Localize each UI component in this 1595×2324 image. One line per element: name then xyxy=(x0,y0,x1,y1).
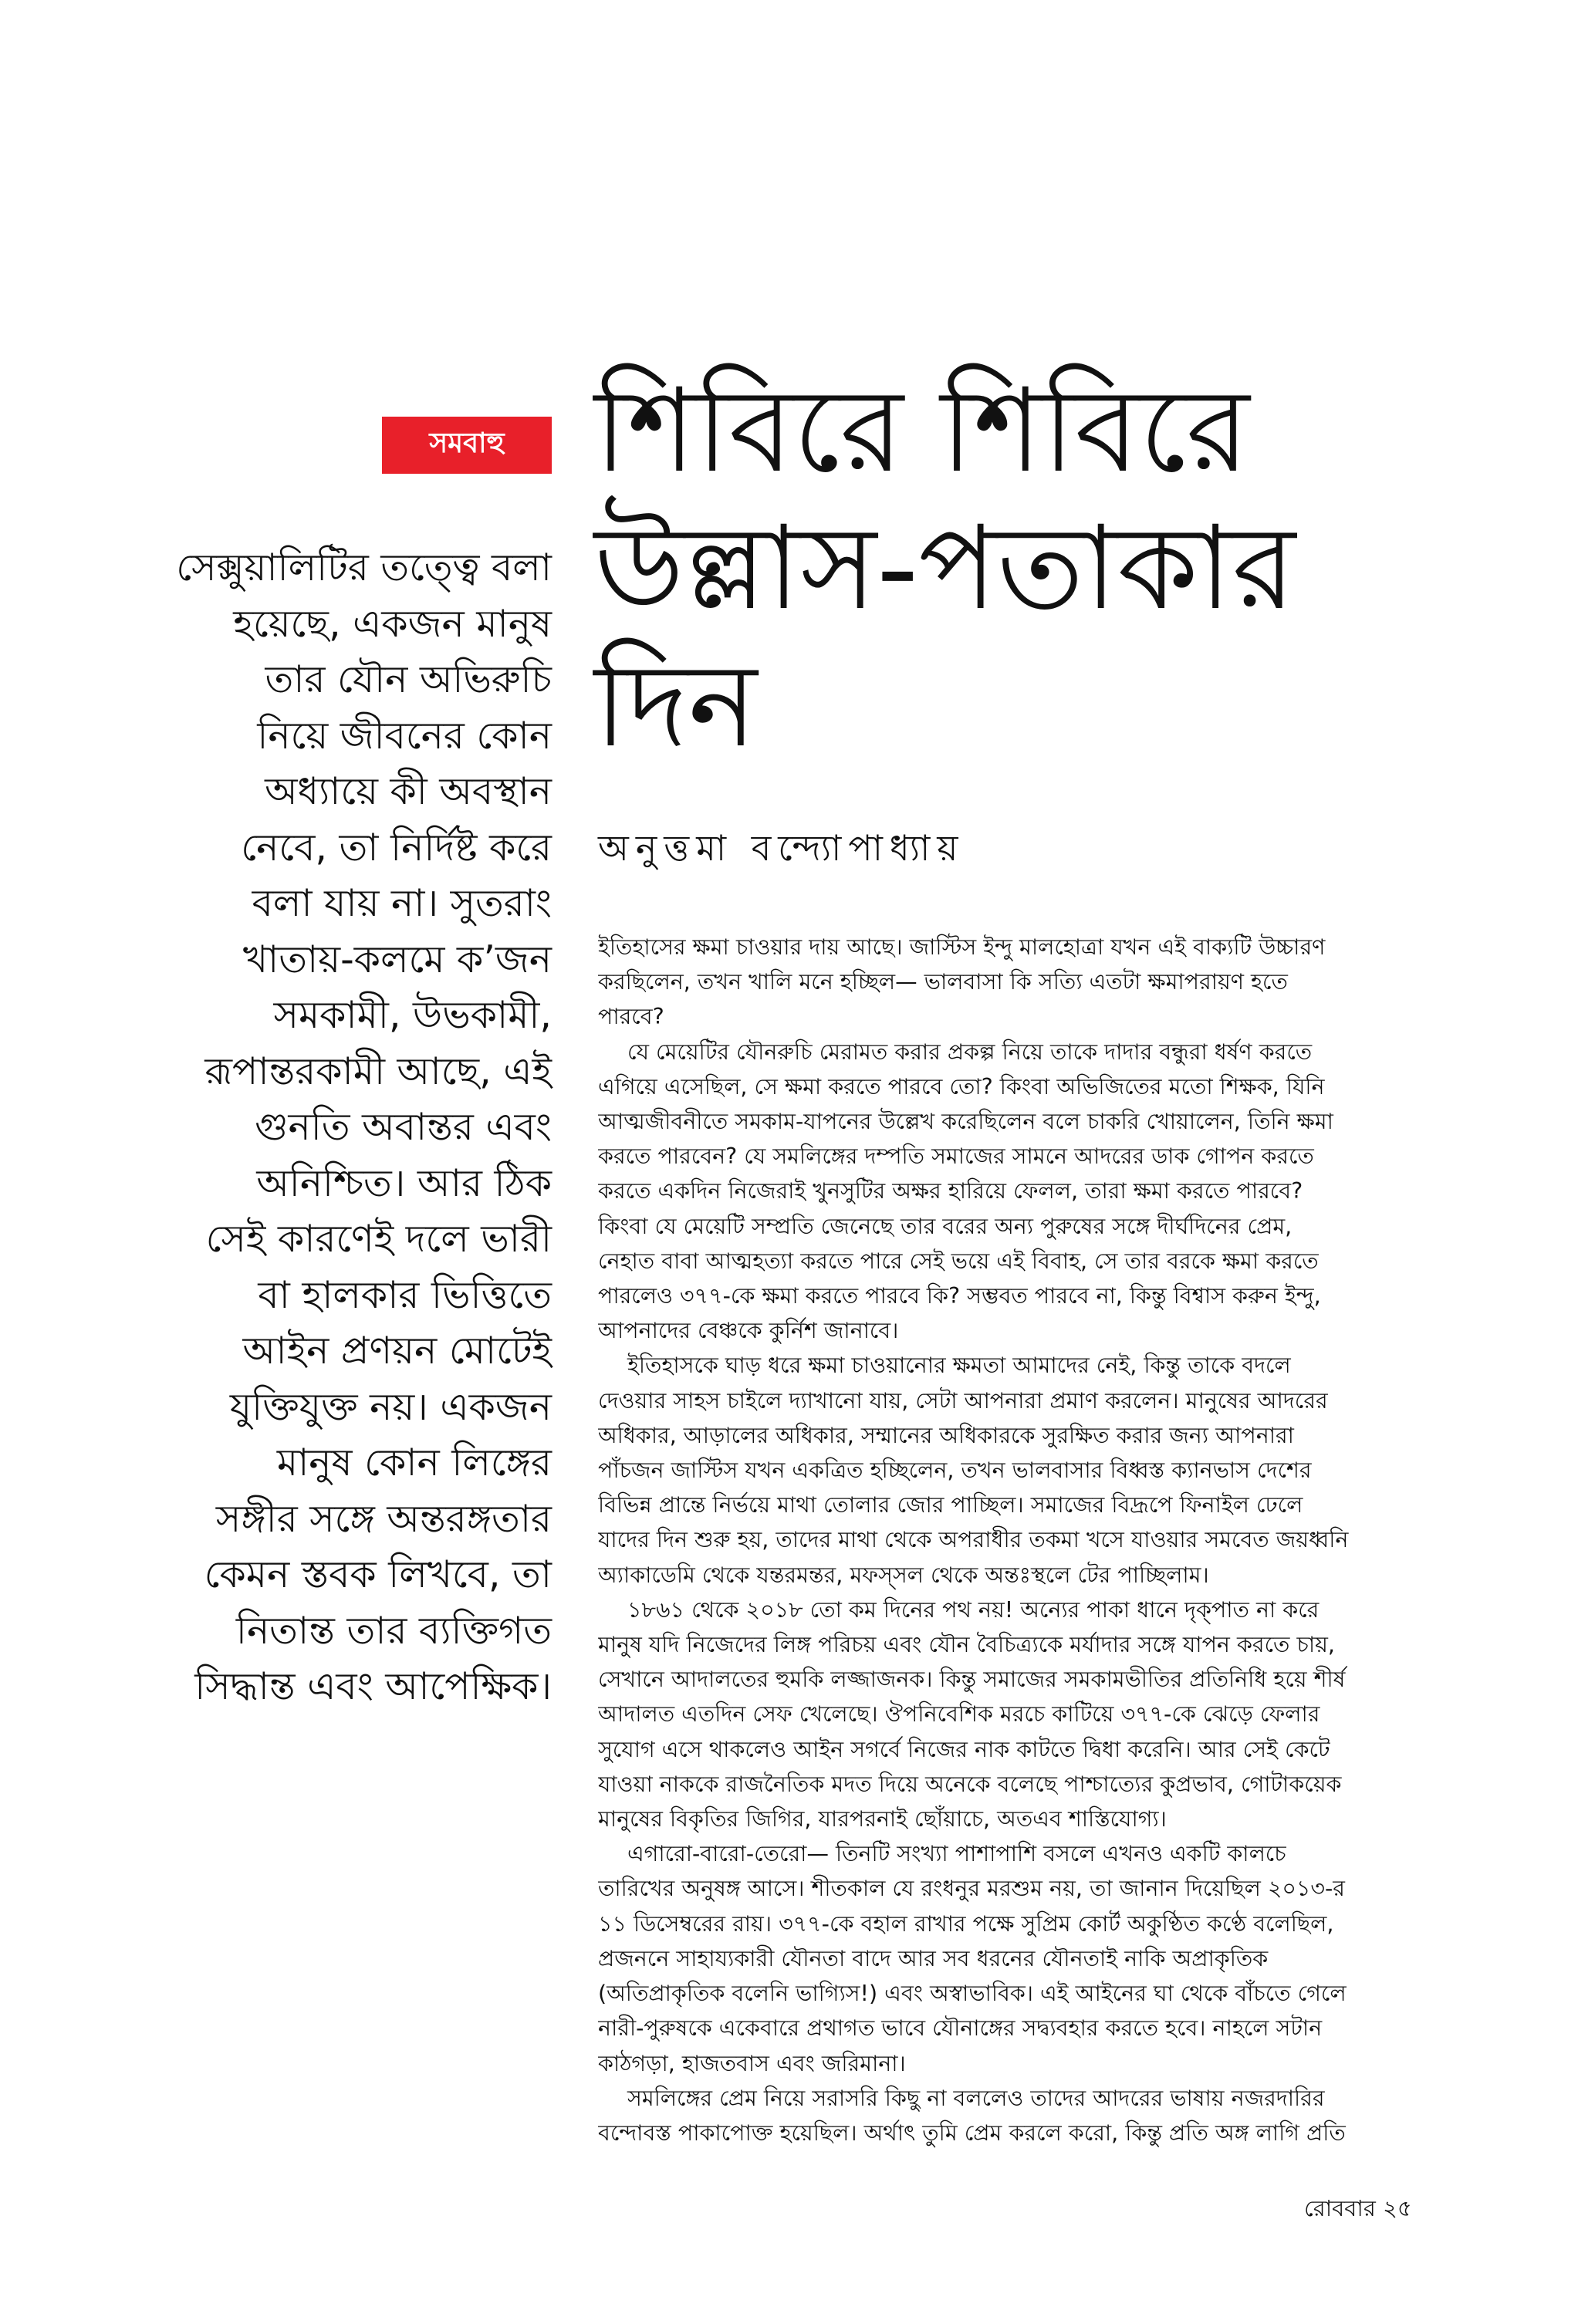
body-line: বন্দোবস্ত পাকাপোক্ত হয়েছিল। অর্থাৎ তুমি প্রেম করলে করো, কিন্তু প্রতি অঙ্গ লাগি প্রতি xyxy=(598,2120,1346,2146)
paragraph xyxy=(598,1035,1431,1349)
body-line: কিংবা যে মেয়েটি সম্প্রতি জেনেছে তার বরের অন্য পুরুষের সঙ্গে দীর্ঘদিনের প্রেম, xyxy=(598,1213,1293,1239)
body-line: অধিকার, আড়ালের অধিকার, সম্মানের অধিকারকে সুরক্ষিত করার জন্য আপনারা xyxy=(598,1422,1294,1448)
body-line: আত্মজীবনীতে সমকাম-যাপনের উল্লেখ করেছিলেন বলে চাকরি খোয়ালেন, তিনি ক্ষমা xyxy=(598,1109,1333,1135)
article-body xyxy=(598,930,1431,2150)
byline: অনুত্তমা বন্দ্যোপাধ্যায় xyxy=(598,827,965,869)
body-line: যে মেয়েটির যৌনরুচি মেরামত করার প্রকল্প নিয়ে তাকে দাদার বন্ধুরা ধর্ষণ করতে xyxy=(627,1039,1313,1065)
body-line: মানুষ যদি নিজেদের লিঙ্গ পরিচয় এবং যৌন বৈচিত্র্যকে মর্যাদার সঙ্গে যাপন করতে চায়, xyxy=(598,1632,1335,1658)
pull-quote-line: মানুষ কোন লিঙ্গের xyxy=(276,1441,552,1485)
pull-quote-line: অনিশ্চিত। আর ঠিক xyxy=(256,1160,552,1205)
body-line: করছিলেন, তখন খালি মনে হচ্ছিল— ভালবাসা কি সত্যি এতটা ক্ষমাপরায়ণ হতে xyxy=(598,969,1288,995)
body-line: সুযোগ এসে থাকলেও আইন সগর্বে নিজের নাক কাটতে দ্বিধা করেনি। আর সেই কেটে xyxy=(598,1736,1330,1762)
body-line: পারলেও ৩৭৭-কে ক্ষমা করতে পারবে কি? সম্ভবত পারবে না, কিন্তু বিশ্বাস করুন ইন্দু, xyxy=(598,1283,1321,1309)
pull-quote-line: হয়েছে, একজন মানুষ xyxy=(233,601,552,646)
headline-line: দিন xyxy=(594,639,758,773)
pull-quote-line: আইন প্রণয়ন মোটেই xyxy=(242,1329,552,1373)
body-line: আদালত এতদিন সেফ খেলেছে। ঔপনিবেশিক মরচে কাটিয়ে ৩৭৭-কে ঝেড়ে ফেলার xyxy=(598,1701,1320,1728)
body-line: করতে একদিন নিজেরাই খুনসুটির অক্ষর হারিয়ে ফেলল, তারা ক্ষমা করতে পারবে? xyxy=(598,1178,1303,1204)
body-line: (অতিপ্রাকৃতিক বলেনি ভাগ্যিস!) এবং অস্বাভাবিক। এই আইনের ঘা থেকে বাঁচতে গেলে xyxy=(598,1981,1347,2007)
paragraph xyxy=(598,1348,1431,1592)
pull-quote-line: নেবে, তা নির্দিষ্ট করে xyxy=(241,825,552,870)
pull-quote-line: যুক্তিযুক্ত নয়। একজন xyxy=(229,1384,552,1429)
paragraph xyxy=(598,2081,1431,2150)
pull-quote-line: সেক্সুয়ালিটির তত্ত্বে বলা xyxy=(176,546,552,589)
body-line: সেখানে আদালতের হুমকি লজ্জাজনক। কিন্তু সমাজের সমকামভীতির প্রতিনিধি হয়ে শীর্ষ xyxy=(598,1667,1346,1693)
body-line: দেওয়ার সাহস চাইলে দ্যাখানো যায়, সেটা আপনারা প্রমাণ করলেন। মানুষের আদরের xyxy=(598,1387,1328,1414)
body-line: এগিয়ে এসেছিল, সে ক্ষমা করতে পারবে তো? কিংবা অভিজিতের মতো শিক্ষক, যিনি xyxy=(598,1073,1325,1100)
pull-quote-line: বলা যায় না। সুতরাং xyxy=(252,881,552,925)
pull-quote-line: নিয়ে জীবনের কোন xyxy=(257,713,552,758)
pull-quote-line: কেমন স্তবক লিখবে, তা xyxy=(204,1552,552,1596)
pull-quote-line: নিতান্ত তার ব্যক্তিগত xyxy=(235,1608,552,1653)
body-line: বিভিন্ন প্রান্তে নির্ভয়ে মাথা তোলার জোর পাচ্ছিল। সমাজের বিদ্রূপে ফিনাইল ঢেলে xyxy=(598,1492,1303,1518)
page-footer: রোববার ২৫ xyxy=(1304,2195,1412,2221)
headline xyxy=(594,363,1505,775)
paragraph xyxy=(598,1836,1431,2080)
pull-quote-line: অধ্যায়ে কী অবস্থান xyxy=(265,769,552,813)
body-line: অ্যাকাডেমি থেকে যন্তরমন্তর, মফস্সল থেকে অন্তঃস্থলে টের পাচ্ছিলাম। xyxy=(598,1562,1209,1588)
pull-quote xyxy=(150,540,552,1715)
body-line: কাঠগড়া, হাজতবাস এবং জরিমানা। xyxy=(598,2050,906,2076)
body-line: সমলিঙ্গের প্রেম নিয়ে সরাসরি কিছু না বললেও তাদের আদরের ভাষায় নজরদারির xyxy=(627,2085,1325,2111)
section-tag: সমবাহু xyxy=(382,417,552,474)
pull-quote-line: তার যৌন অভিরুচি xyxy=(265,657,552,701)
paragraph xyxy=(598,1593,1431,1836)
body-line: নারী-পুরুষকে একেবারে প্রথাগত ভাবে যৌনাঙ্গের সদ্ব্যবহার করতে হবে। নাহলে সটান xyxy=(598,2015,1323,2042)
body-line: যাওয়া নাককে রাজনৈতিক মদত দিয়ে অনেকে বলেছে পাশ্চাত্যের কুপ্রভাব, গোটাকয়েক xyxy=(598,1771,1342,1797)
headline-line: উল্লাস-পতাকার xyxy=(594,502,1296,636)
pull-quote-line: গুনতি অবান্তর এবং xyxy=(255,1105,552,1149)
body-line: নেহাত বাবা আত্মহত্যা করতে পারে সেই ভয়ে এই বিবাহ, সে তার বরকে ক্ষমা করতে xyxy=(598,1248,1319,1274)
pull-quote-line: সেই কারণেই দলে ভারী xyxy=(205,1217,552,1261)
body-line: আপনাদের বেঞ্চকে কুর্নিশ জানাবে। xyxy=(598,1318,899,1344)
body-line: ১১ ডিসেম্বরের রায়। ৩৭৭-কে বহাল রাখার পক্ষে সুপ্রিম কোর্ট অকুণ্ঠিত কণ্ঠে বলেছিল, xyxy=(598,1910,1334,1937)
body-line: প্রজননে সাহায্যকারী যৌনতা বাদে আর সব ধরনের যৌনতাই নাকি অপ্রাকৃতিক xyxy=(598,1945,1269,1971)
body-line: করতে পারবেন? যে সমলিঙ্গের দম্পতি সমাজের সামনে আদরের ডাক গোপন করতে xyxy=(598,1143,1314,1170)
pull-quote-line: সমকামী, উভকামী, xyxy=(273,993,552,1037)
pull-quote-line: সঙ্গীর সঙ্গে অন্তরঙ্গতার xyxy=(215,1496,552,1541)
body-line: পারবে? xyxy=(598,1004,664,1030)
pull-quote-line: সিদ্ধান্ত এবং আপেক্ষিক। xyxy=(194,1664,552,1708)
body-line: এগারো-বারো-তেরো— তিনটি সংখ্যা পাশাপাশি বসলে এখনও একটি কালচে xyxy=(627,1841,1286,1867)
body-line: ইতিহাসকে ঘাড় ধরে ক্ষমা চাওয়ানোর ক্ষমতা আমাদের নেই, কিন্তু তাকে বদলে xyxy=(627,1353,1291,1379)
body-line: ১৮৬১ থেকে ২০১৮ তো কম দিনের পথ নয়! অন্যের পাকা ধানে দৃক্‌পাত না করে xyxy=(627,1596,1320,1623)
body-line: মানুষের বিকৃতির জিগির, যারপরনাই ছোঁয়াচে, অতএব শাস্তিযোগ্য। xyxy=(598,1806,1167,1833)
pull-quote-line: রূপান্তরকামী আছে, এই xyxy=(204,1049,552,1093)
paragraph xyxy=(598,930,1431,1035)
headline-line: শিবিরে শিবিরে xyxy=(594,364,1250,498)
body-line: ইতিহাসের ক্ষমা চাওয়ার দায় আছে। জাস্টিস ইন্দু মালহোত্রা যখন এই বাক্যটি উচ্চারণ xyxy=(598,934,1326,960)
body-line: তারিখের অনুষঙ্গ আসে। শীতকাল যে রংধনুর মরশুম নয়, তা জানান দিয়েছিল ২০১৩-র xyxy=(598,1876,1345,1902)
pull-quote-line: খাতায়-কলমে ক’জন xyxy=(242,937,552,981)
pull-quote-line: বা হালকার ভিত্তিতে xyxy=(258,1272,552,1317)
body-line: যাদের দিন শুরু হয়, তাদের মাথা থেকে অপরাধীর তকমা খসে যাওয়ার সমবেত জয়ধ্বনি xyxy=(598,1527,1349,1553)
body-line: পাঁচজন জাস্টিস যখন একত্রিত হচ্ছিলেন, তখন ভালবাসার বিধ্বস্ত ক্যানভাস দেশের xyxy=(598,1458,1312,1484)
